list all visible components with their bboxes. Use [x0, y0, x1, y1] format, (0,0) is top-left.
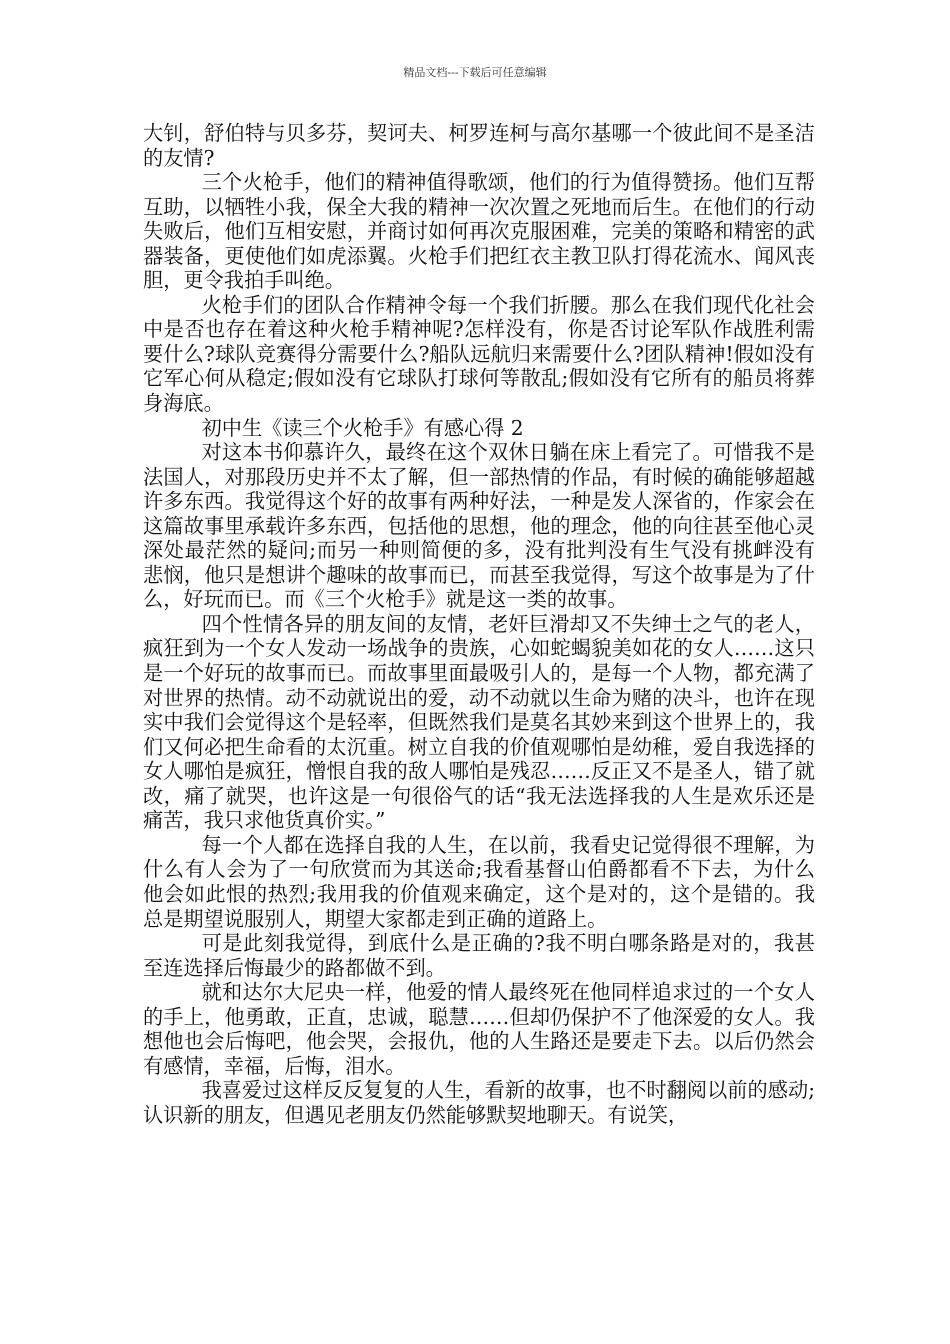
paragraph-6: 每一个人都在选择自我的人生，在以前，我看史记觉得很不理解，为什么有人会为了一句欣赏而为其送命;我看基督山伯爵都看不下去，为什么他会如此恨的热烈;我用我的价值观来确定，这个是对的，这个是错的。我总是期望说服别人，期望大家都走到正确的道路上。 — [143, 832, 815, 931]
paragraph-7: 可是此刻我觉得，到底什么是正确的?我不明白哪条路是对的，我甚至连选择后悔最少的路都做不到。 — [143, 931, 815, 980]
document-body — [143, 121, 815, 1127]
section-heading: 初中生《读三个火枪手》有感心得 2 — [201, 415, 524, 440]
paragraph-3: 火枪手们的团队合作精神令每一个我们折腰。那么在我们现代化社会中是否也存在着这种火枪手精神呢?怎样没有，你是否讨论军队作战胜利需要什么?球队竞赛得分需要什么?船队远航归来需要什么?团队精神!假如没有它军心何从稳定;假如没有它球队打球何等散乱;假如没有它所有的船员将葬身海底。 — [143, 292, 815, 416]
paragraph-1: 大钊，舒伯特与贝多芬，契诃夫、柯罗连柯与高尔基哪一个彼此间不是圣洁的友情? — [143, 121, 815, 170]
page-header: 精品文档---下载后可任意编辑 — [403, 66, 547, 79]
paragraph-2: 三个火枪手，他们的精神值得歌颂，他们的行为值得赞扬。他们互帮互助，以牺牲小我，保全大我的精神一次次置之死地而后生。在他们的行动失败后，他们互相安慰，并商讨如何再次克服困难，完美的策略和精密的武器装备，更使他们如虎添翼。火枪手们把红衣主教卫队打得花流水、闻风丧胆，更令我拍手叫绝。 — [143, 170, 815, 293]
paragraph-4: 对这本书仰慕许久，最终在这个双休日躺在床上看完了。可惜我不是法国人，对那段历史并不太了解，但一部热情的作品，有时候的确能够超越许多东西。我觉得这个好的故事有两种好法，一种是发人深省的，作家会在这篇故事里承载许多东西，包括他的思想，他的理念，他的向往甚至他心灵深处最茫然的疑问;而另一种则简便的多，没有批判没有生气没有挑衅没有悲悯，他只是想讲个趣味的故事而已，而甚至我觉得，写这个故事是为了什么，好玩而已。而《三个火枪手》就是这一类的故事。 — [143, 440, 815, 612]
paragraph-9: 我喜爱过这样反反复复的人生，看新的故事，也不时翻阅以前的感动;认识新的朋友，但遇见老朋友仍然能够默契地聊天。有说笑， — [143, 1078, 815, 1127]
paragraph-8: 就和达尔大尼央一样，他爱的情人最终死在他同样追求过的一个女人的手上，他勇敢，正直，忠诚，聪慧……但却仍保护不了他深爱的女人。我想他也会后悔吧，他会哭，会报仇，他的人生路还是要走下去。以后仍然会有感情，幸福，后悔，泪水。 — [143, 980, 815, 1078]
paragraph-5: 四个性情各异的朋友间的友情，老奸巨滑却又不失绅士之气的老人，疯狂到为一个女人发动一场战争的贵族，心如蛇蝎貌美如花的女人……这只是一个好玩的故事而已。而故事里面最吸引人的，是每一个人物，都充满了对世界的热情。动不动就说出的爱，动不动就以生命为赌的决斗，也许在现实中我们会觉得这个是轻率，但既然我们是莫名其妙来到这个世界上的，我们又何必把生命看的太沉重。树立自我的价值观哪怕是幼稚，爱自我选择的女人哪怕是疯狂，憎恨自我的敌人哪怕是残忍……反正又不是圣人，错了就改，痛了就哭，也许这是一句很俗气的话“我无法选择我的人生是欢乐还是痛苦，我只求他货真价实。” — [143, 611, 815, 833]
